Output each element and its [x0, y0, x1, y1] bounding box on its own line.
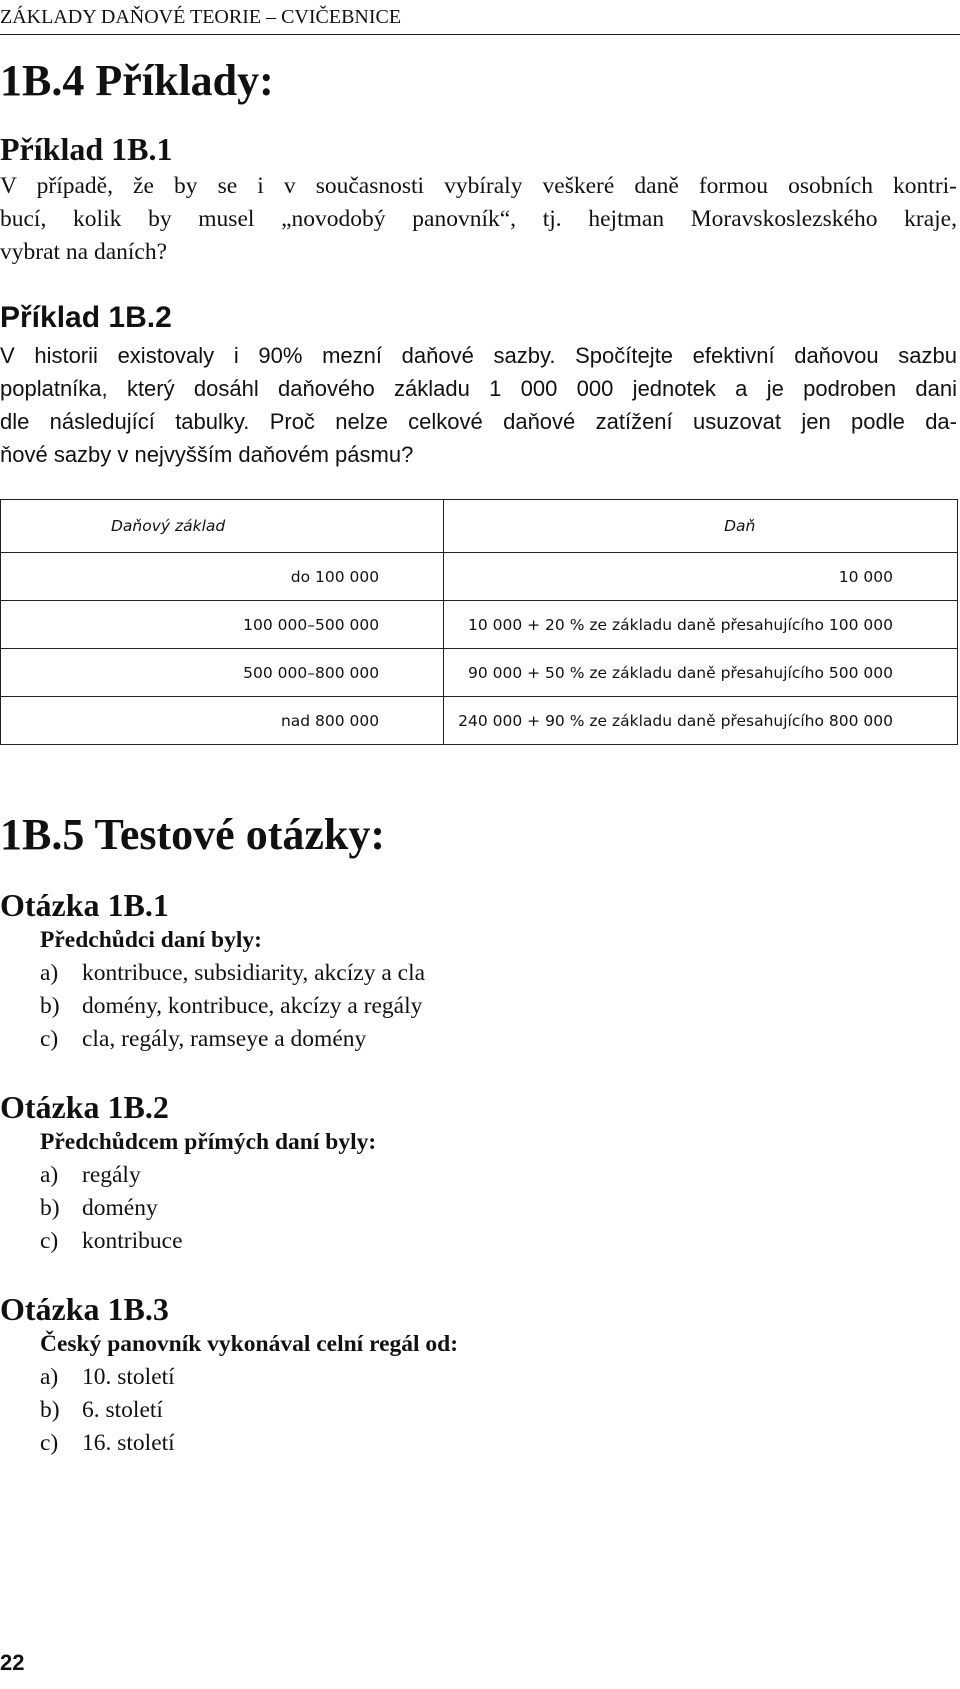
option-text: kontribuce, subsidiarity, akcízy a cla: [82, 960, 426, 986]
column-header-tax: Daň: [444, 500, 958, 553]
column-header-tax-base: Daňový základ: [1, 500, 444, 553]
option-letter: b): [40, 993, 60, 1019]
answer-option: [0, 957, 957, 990]
option-letter: a): [40, 1364, 59, 1390]
tax-base-cell: nad 800 000: [1, 697, 444, 745]
answer-option: [0, 1361, 957, 1394]
tax-rate-table: [0, 499, 958, 745]
option-letter: a): [40, 960, 59, 986]
option-text: domény, kontribuce, akcízy a regály: [82, 993, 423, 1019]
example-1-title: Příklad 1B.1: [0, 131, 173, 167]
example-2-line: dle následující tabulky. Proč nelze celkové daňové zatížení usuzovat jen podle da-: [0, 409, 957, 434]
tax-cell: 10 000 + 20 % ze základu daně přesahujícího 100 000: [444, 601, 958, 649]
tax-base-cell: 100 000–500 000: [1, 601, 444, 649]
question-prompt: Český panovník vykonával celní regál od:: [40, 1331, 459, 1357]
option-text: cla, regály, ramseye a domény: [82, 1026, 367, 1052]
question-title: Otázka 1B.1: [0, 887, 169, 923]
table-row: [1, 697, 958, 745]
option-letter: b): [40, 1195, 60, 1221]
tax-cell: 90 000 + 50 % ze základu daně přesahujícího 500 000: [444, 649, 958, 697]
tax-base-cell: do 100 000: [1, 553, 444, 601]
example-2-line: ňové sazby v nejvyšším daňovém pásmu?: [0, 442, 414, 467]
option-text: 10. století: [82, 1364, 175, 1390]
option-letter: c): [40, 1228, 59, 1254]
section-heading-examples: 1B.4 Příklady:: [0, 56, 274, 105]
option-letter: c): [40, 1026, 59, 1052]
option-letter: a): [40, 1162, 59, 1188]
question-title: Otázka 1B.3: [0, 1291, 169, 1327]
table-header-row: [1, 500, 958, 553]
example-2-line: poplatníka, který dosáhl daňového základu 1 000 000 jednotek a je podroben dani: [0, 376, 957, 401]
question-prompt: Předchůdcem přímých daní byly:: [40, 1129, 377, 1155]
option-text: domény: [82, 1195, 158, 1221]
table-row: [1, 649, 958, 697]
example-2-text: [0, 339, 957, 471]
example-2-line: V historii existovaly i 90% mezní daňové sazby. Spočítejte efektivní daňovou sazbu: [0, 343, 957, 368]
question-2: [0, 1088, 957, 1258]
answer-option: [0, 1159, 957, 1192]
answer-option: [0, 1225, 957, 1258]
option-letter: c): [40, 1430, 59, 1456]
table-row: [1, 601, 958, 649]
option-text: 6. století: [82, 1397, 163, 1423]
tax-cell: 240 000 + 90 % ze základu daně přesahujícího 800 000: [444, 697, 958, 745]
question-3: [0, 1290, 957, 1460]
example-2-title: Příklad 1B.2: [0, 301, 172, 334]
answer-option: [0, 990, 957, 1023]
page-number: 22: [0, 1650, 25, 1675]
example-1-line: V případě, že by se i v současnosti vybíraly veškeré daně formou osobních kontri-: [0, 173, 957, 199]
question-prompt: Předchůdci daní byly:: [40, 927, 262, 953]
example-1-line: bucí, kolik by musel „novodobý panovník“, tj. hejtman Moravskoslezského kraje,: [0, 206, 957, 232]
answer-option: [0, 1427, 957, 1460]
answer-option: [0, 1192, 957, 1225]
option-text: kontribuce: [82, 1228, 183, 1254]
section-heading-tests: 1B.5 Testové otázky:: [0, 810, 385, 859]
question-title: Otázka 1B.2: [0, 1089, 169, 1125]
example-1-text: [0, 170, 957, 269]
answer-option: [0, 1023, 957, 1056]
tax-cell: 10 000: [444, 553, 958, 601]
option-letter: b): [40, 1397, 60, 1423]
tax-base-cell: 500 000–800 000: [1, 649, 444, 697]
running-header: ZÁKLADY DAŇOVÉ TEORIE – CVIČEBNICE: [0, 4, 960, 35]
option-text: regály: [82, 1162, 141, 1188]
example-1-line: vybrat na daních?: [0, 239, 168, 265]
answer-option: [0, 1394, 957, 1427]
table-row: [1, 553, 958, 601]
option-text: 16. století: [82, 1430, 175, 1456]
question-1: [0, 886, 957, 1056]
